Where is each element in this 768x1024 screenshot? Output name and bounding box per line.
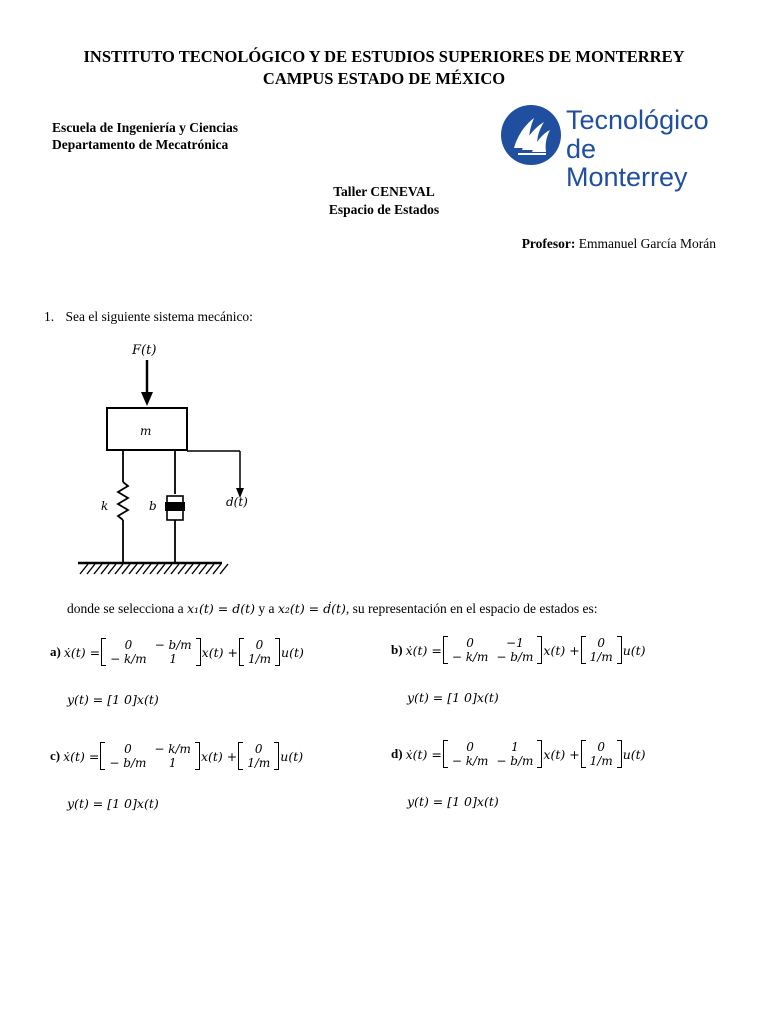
ground-hatch [150,564,158,574]
ground-hatch [115,564,123,574]
equation-lhs: ẋ(t) = [63,748,100,764]
matrix-b-cell: 0 [597,740,606,754]
option-label: c) [50,748,61,763]
tec-seal-icon [500,104,562,166]
selection-mid: y a [255,601,278,616]
matrix-b-cell: 1/m [247,756,271,770]
option-label: b) [391,642,403,657]
ground-hatch [213,564,221,574]
equation-tail: u(t) [281,644,304,660]
ground-hatch [164,564,172,574]
ground-hatch [206,564,214,574]
matrix-a-cell: − b/m [154,638,192,652]
ground-hatch [220,564,228,574]
campus-name: CAMPUS ESTADO DE MÉXICO [262,69,506,88]
matrix-a [100,742,200,770]
equation-tail: u(t) [622,642,646,658]
equation-tail: u(t) [622,746,646,762]
mechanical-system-diagram [70,336,270,586]
matrix-b-cell: 1/m [247,652,272,666]
option-a[interactable] [50,638,304,666]
selection-suffix: , su representación en el espacio de estados es: [345,601,598,616]
professor-label: Profesor: [521,236,576,251]
ground-hatch [94,564,102,574]
matrix-a-cell: − k/m [110,652,147,666]
tec-logo [500,104,720,192]
equation-lhs: ẋ(t) = [405,642,442,658]
question-number: 1. [44,309,55,324]
displacement-label: d(t) [226,495,248,509]
selection-sentence [67,601,597,617]
ground-hatch [171,564,179,574]
worksheet-subtitle: Espacio de Estados [328,202,440,217]
equation-lhs: ẋ(t) = [405,746,442,762]
equation-mid: x(t) + [200,748,238,764]
ground-hatch [122,564,130,574]
matrix-a [101,638,201,666]
question-text: Sea el siguiente sistema mecánico: [65,309,253,324]
matrix-b-cell: 0 [255,638,264,652]
ground-hatch [108,564,116,574]
worksheet-title: Taller CENEVAL [333,184,435,199]
institution-name: INSTITUTO TECNOLÓGICO Y DE ESTUDIOS SUPERIORES DE MONTERREY [83,47,685,66]
spring [118,482,128,520]
matrix-a-cell: − b/m [496,650,534,664]
matrix-a-cell: 1 [169,652,177,666]
matrix-a [443,740,543,768]
option-b-output: y(t) = [1 0]x(t) [407,690,499,705]
matrix-b-cell: 1/m [589,754,613,768]
ground-hatch [87,564,95,574]
matrix-a-cell: 1 [511,740,519,754]
option-label: d) [391,746,403,761]
selection-x2: x₂(t) = ḋ(t) [277,601,346,616]
question-1-prompt [44,309,253,325]
professor-name: Emmanuel García Morán [578,236,716,251]
matrix-a-cell: 0 [124,742,132,756]
ground-hatch [192,564,200,574]
ground-hatch [136,564,144,574]
matrix-b [581,636,622,664]
matrix-a-cell: − k/m [154,742,191,756]
matrix-a-cell: − b/m [496,754,534,768]
logo-text-line2: de Monterrey [566,134,688,192]
matrix-b [239,638,280,666]
matrix-a-cell: −1 [506,636,524,650]
matrix-a-cell: 0 [124,638,133,652]
force-label: F(t) [132,343,157,358]
matrix-b [581,740,622,768]
damper-label: b [149,499,157,513]
selection-prefix: donde se selecciona a [67,601,187,616]
equation-mid: x(t) + [543,642,580,658]
matrix-a [443,636,543,664]
matrix-a-cell: 0 [466,740,474,754]
matrix-a-cell: 1 [168,756,177,770]
option-b[interactable] [391,636,646,664]
option-d-output: y(t) = [1 0]x(t) [407,794,499,809]
spring-label: k [101,499,109,513]
department-name: Departamento de Mecatrónica [52,137,229,152]
matrix-b-cell: 0 [597,636,606,650]
logo-text-line1: Tecnológico [566,105,709,135]
ground-hatch [157,564,165,574]
option-c-output: y(t) = [1 0]x(t) [67,796,159,811]
equation-tail: u(t) [280,748,304,764]
option-d[interactable] [391,740,646,768]
school-name: Escuela de Ingeniería y Ciencias [52,120,238,135]
ground-hatch [80,564,88,574]
force-arrowhead [141,392,153,406]
equation-mid: x(t) + [543,746,580,762]
ground-hatch [143,564,151,574]
option-a-output: y(t) = [1 0]x(t) [67,692,159,707]
equation-mid: x(t) + [201,644,238,660]
ground-hatch [199,564,207,574]
option-c[interactable] [50,742,303,770]
matrix-a-cell: − k/m [451,754,489,768]
equation-lhs: ẋ(t) = [63,644,101,660]
selection-x1: x₁(t) = d(t) [186,601,255,616]
mass-label: m [140,424,152,438]
matrix-b [238,742,279,770]
matrix-a-cell: − k/m [451,650,489,664]
matrix-a-cell: 0 [466,636,474,650]
ground-hatch [129,564,137,574]
ground-hatch [185,564,193,574]
matrix-b-cell: 1/m [589,650,613,664]
matrix-b-cell: 0 [254,742,263,756]
ground-hatch [178,564,186,574]
professor-line [522,236,716,252]
matrix-a-cell: − b/m [109,756,147,770]
ground-hatch [101,564,109,574]
option-label: a) [50,644,61,659]
